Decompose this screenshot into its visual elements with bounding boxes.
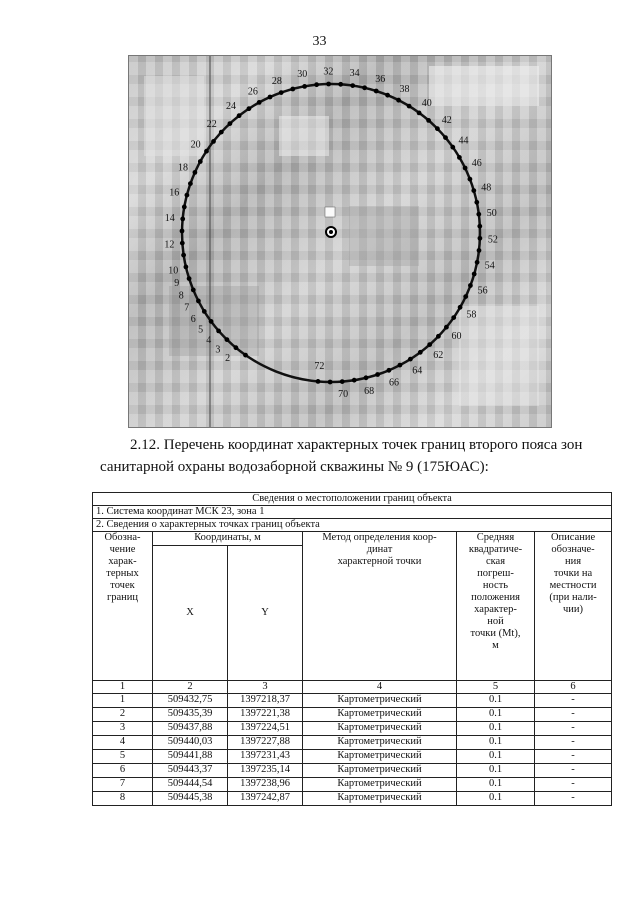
boundary-point-dot [408, 357, 413, 362]
well-center-dot [329, 230, 333, 234]
boundary-point-label: 22 [206, 118, 217, 130]
boundary-point-dot [407, 104, 412, 109]
boundary-point-dot [458, 305, 463, 310]
cell-method: Картометрический [303, 736, 457, 750]
boundary-point-label: 50 [486, 208, 497, 219]
table-section-1: 1. Система координат МСК 23, зона 1 [93, 506, 612, 519]
boundary-point-dot [475, 260, 480, 265]
boundary-point-dot [268, 95, 273, 100]
cell-description: - [535, 792, 612, 806]
heading-line-1: 2.12. Перечень координат характерных точек границ второго пояса зон [130, 437, 583, 453]
cell-method: Картометрический [303, 722, 457, 736]
cell-description: - [535, 736, 612, 750]
cell-description: - [535, 708, 612, 722]
boundary-point-label: 60 [451, 330, 462, 342]
cell-point: 5 [93, 750, 153, 764]
cell-method: Картометрический [303, 750, 457, 764]
boundary-point-dot [477, 248, 482, 253]
boundary-point-dot [474, 200, 479, 205]
cell-y: 1397224,51 [228, 722, 303, 736]
boundary-point-dot [427, 342, 432, 347]
boundary-point-label: 7 [184, 302, 190, 314]
col-number: 3 [228, 681, 303, 694]
boundary-point-dot [468, 283, 473, 288]
boundary-point-label: 68 [364, 386, 375, 397]
boundary-point-dot [243, 353, 248, 358]
cell-y: 1397221,38 [228, 708, 303, 722]
boundary-point-dot [237, 113, 242, 118]
wellhead-marker [325, 207, 335, 217]
boundary-point-label: 52 [487, 234, 498, 246]
boundary-point-label: 6 [190, 313, 196, 325]
boundary-point-dot [181, 253, 186, 258]
table-row [93, 750, 612, 764]
boundary-point-dot [187, 276, 192, 281]
boundary-point-label: 18 [178, 162, 188, 174]
cell-x: 509445,38 [153, 792, 228, 806]
boundary-point-label: 46 [471, 157, 482, 169]
cell-point: 6 [93, 764, 153, 778]
cell-x: 509443,37 [153, 764, 228, 778]
boundary-point-label: 40 [421, 97, 432, 109]
col-header-method: Метод определения коор- динат характерной точки [303, 532, 457, 681]
boundary-point-label: 62 [433, 349, 444, 361]
boundary-point-dot [426, 118, 431, 123]
boundary-point-dot [436, 334, 441, 339]
boundary-point-dot [180, 241, 185, 246]
boundary-point-dot [216, 329, 221, 334]
boundary-point-dot [387, 368, 392, 373]
boundary-point-dot [352, 378, 357, 383]
boundary-point-dot [364, 375, 369, 380]
cell-method: Картометрический [303, 694, 457, 708]
cell-point: 4 [93, 736, 153, 750]
cell-method: Картометрический [303, 764, 457, 778]
boundary-point-dot [211, 139, 216, 144]
boundary-point-label: 66 [389, 377, 399, 389]
cell-x: 509432,75 [153, 694, 228, 708]
boundary-point-dot [417, 111, 422, 116]
cell-point: 3 [93, 722, 153, 736]
boundary-point-label: 3 [215, 344, 221, 356]
boundary-point-dot [443, 135, 448, 140]
boundary-point-dot [451, 315, 456, 320]
col-number: 1 [93, 681, 153, 694]
boundary-point-dot [457, 155, 462, 160]
boundary-point-dot [225, 337, 230, 342]
table-row [93, 792, 612, 806]
heading-line-2: санитарной охраны водозаборной скважины № 9 (175ЮАС): [100, 459, 489, 475]
boundary-point-label: 42 [441, 115, 452, 127]
boundary-point-dot [340, 379, 345, 384]
boundary-point-dot [477, 224, 482, 229]
cell-x: 509435,39 [153, 708, 228, 722]
boundary-point-dot [314, 82, 319, 87]
boundary-point-dot [193, 170, 198, 175]
cell-y: 1397238,96 [228, 778, 303, 792]
page-number: 33 [312, 34, 327, 49]
boundary-point-label: 44 [458, 135, 469, 147]
cell-x: 509444,54 [153, 778, 228, 792]
col-number: 5 [457, 681, 535, 694]
boundary-point-label: 8 [178, 290, 184, 302]
cell-y: 1397227,88 [228, 736, 303, 750]
cell-method: Картометрический [303, 778, 457, 792]
boundary-point-dot [204, 149, 209, 154]
boundary-point-label: 38 [399, 84, 410, 96]
col-number: 2 [153, 681, 228, 694]
cell-error: 0.1 [457, 764, 535, 778]
boundary-point-label: 5 [198, 324, 204, 336]
table-row [93, 708, 612, 722]
boundary-point-dot [326, 82, 331, 87]
cell-error: 0.1 [457, 750, 535, 764]
boundary-point-label: 64 [412, 365, 423, 377]
col-header-error: Средняя квадратиче- ская погреш- ность положения характер- ной точки (Mt), м [457, 532, 535, 681]
boundary-point-label: 9 [174, 278, 180, 290]
boundary-point-label: 2 [225, 353, 231, 365]
boundary-point-label: 10 [168, 265, 179, 277]
boundary-point-label: 16 [169, 187, 180, 199]
boundary-point-dot [396, 98, 401, 103]
map-patch [349, 206, 419, 266]
boundary-point-dot [444, 325, 449, 330]
cell-error: 0.1 [457, 708, 535, 722]
cell-method: Картометрический [303, 792, 457, 806]
boundary-point-dot [234, 345, 239, 350]
cell-point: 1 [93, 694, 153, 708]
boundary-point-dot [463, 166, 468, 171]
cell-x: 509437,88 [153, 722, 228, 736]
cell-y: 1397218,37 [228, 694, 303, 708]
boundary-point-dot [328, 380, 333, 385]
boundary-point-dot [385, 93, 390, 98]
cell-x: 509440,03 [153, 736, 228, 750]
boundary-point-label: 14 [164, 213, 175, 225]
boundary-point-label: 70 [338, 389, 349, 400]
boundary-point-label: 32 [323, 66, 334, 78]
boundary-point-dot [468, 177, 473, 182]
boundary-circle-diagram [129, 56, 551, 427]
table-section-2: 2. Сведения о характерных точках границ объекта [93, 519, 612, 532]
col-number: 4 [303, 681, 457, 694]
table-title: Сведения о местоположении границ объекта [93, 493, 612, 506]
boundary-point-label: 56 [477, 285, 488, 297]
cell-error: 0.1 [457, 736, 535, 750]
boundary-point-dot [184, 265, 189, 270]
cell-y: 1397242,87 [228, 792, 303, 806]
cell-description: - [535, 750, 612, 764]
boundary-point-label: 36 [375, 74, 386, 86]
section-heading [100, 434, 600, 478]
boundary-point-dot [472, 272, 477, 277]
boundary-point-dot [257, 100, 262, 105]
boundary-point-dot [476, 212, 481, 217]
cell-description: - [535, 764, 612, 778]
boundary-point-dot [191, 288, 196, 293]
boundary-point-label: 26 [247, 86, 258, 98]
boundary-point-dot [450, 145, 455, 150]
boundary-point-dot [478, 236, 483, 241]
col-header-description: Описание обозначе- ния точки на местности (при нали- чии) [535, 532, 612, 681]
cell-error: 0.1 [457, 722, 535, 736]
boundary-point-dot [290, 87, 295, 92]
cell-description: - [535, 694, 612, 708]
col-number: 6 [535, 681, 612, 694]
boundary-point-label: 34 [349, 68, 360, 80]
table-row [93, 778, 612, 792]
boundary-point-label: 58 [466, 309, 477, 321]
table-row [93, 764, 612, 778]
boundary-point-dot [219, 130, 224, 135]
boundary-point-label: 28 [271, 75, 282, 87]
boundary-point-dot [198, 159, 203, 164]
boundary-point-dot [247, 106, 252, 111]
boundary-point-dot [279, 90, 284, 95]
map-patch [429, 66, 539, 106]
boundary-point-dot [350, 83, 355, 88]
cell-description: - [535, 778, 612, 792]
cell-point: 2 [93, 708, 153, 722]
boundary-point-label: 54 [484, 260, 495, 272]
satellite-map-figure [128, 55, 552, 428]
boundary-point-dot [228, 121, 233, 126]
boundary-point-label: 24 [226, 101, 236, 112]
boundary-point-dot [374, 89, 379, 94]
boundary-point-dot [418, 350, 423, 355]
boundary-point-dot [435, 126, 440, 131]
cell-error: 0.1 [457, 792, 535, 806]
cell-y: 1397235,14 [228, 764, 303, 778]
cell-method: Картометрический [303, 708, 457, 722]
cell-description: - [535, 722, 612, 736]
boundary-point-dot [182, 205, 187, 210]
boundary-point-dot [185, 193, 190, 198]
boundary-point-dot [398, 363, 403, 368]
boundary-point-label: 20 [190, 139, 201, 151]
boundary-point-dot [209, 319, 214, 324]
boundary-point-dot [471, 188, 476, 193]
boundary-point-label: 4 [206, 334, 212, 346]
table-row [93, 694, 612, 708]
cell-error: 0.1 [457, 694, 535, 708]
cell-point: 7 [93, 778, 153, 792]
boundary-point-dot [316, 379, 321, 384]
cell-error: 0.1 [457, 778, 535, 792]
boundary-point-dot [375, 372, 380, 377]
boundary-point-label: 12 [164, 239, 175, 251]
boundary-point-dot [180, 229, 185, 234]
table-row [93, 736, 612, 750]
boundary-point-dot [202, 309, 207, 314]
boundary-point-dot [188, 181, 193, 186]
map-patch [459, 306, 539, 406]
col-header-x: X [153, 546, 228, 681]
coordinates-table [92, 492, 612, 806]
cell-point: 8 [93, 792, 153, 806]
cell-x: 509441,88 [153, 750, 228, 764]
boundary-point-dot [302, 84, 307, 89]
boundary-point-label: 48 [481, 182, 492, 194]
cell-y: 1397231,43 [228, 750, 303, 764]
boundary-point-dot [362, 85, 367, 90]
boundary-point-dot [196, 299, 201, 304]
col-header-point: Обозна- чение харак- терных точек границ [93, 532, 153, 681]
col-header-y: Y [228, 546, 303, 681]
boundary-point-dot [463, 294, 468, 299]
map-patch [279, 116, 329, 156]
col-header-coords: Координаты, м [153, 532, 303, 546]
boundary-point-dot [338, 82, 343, 87]
boundary-point-label: 30 [297, 69, 308, 81]
table-row [93, 722, 612, 736]
boundary-point-label: 72 [314, 361, 325, 372]
boundary-point-dot [180, 217, 185, 222]
